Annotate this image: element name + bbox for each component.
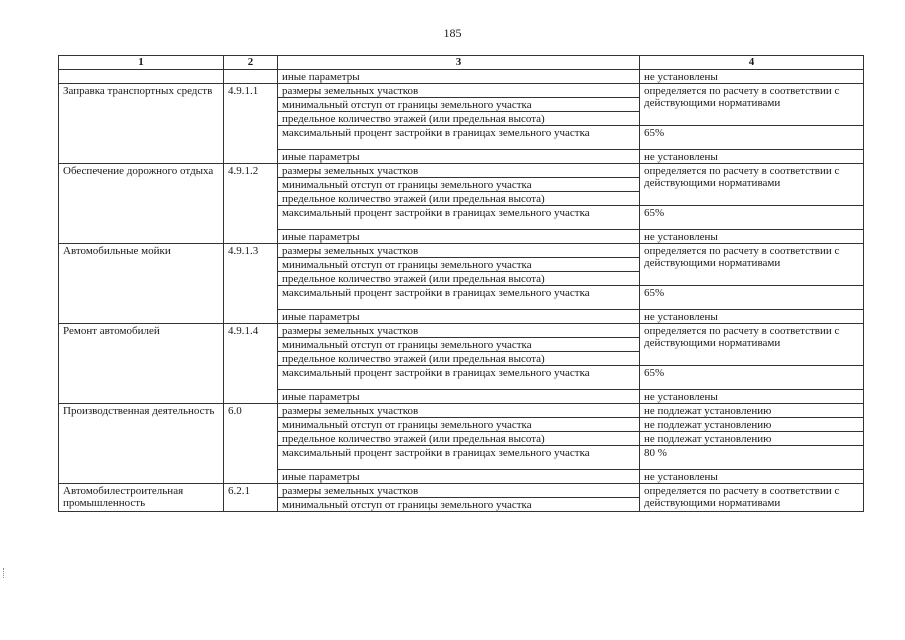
parameter-value: 65% (640, 206, 864, 230)
parameter-name: минимальный отступ от границы земельного участка (278, 498, 640, 512)
parameter-value: не установлены (640, 390, 864, 404)
parameter-name: максимальный процент застройки в границах земельного участка (278, 366, 640, 390)
table-row (59, 84, 864, 98)
scan-edge-mark (3, 568, 6, 578)
parameter-name: максимальный процент застройки в границах земельного участка (278, 126, 640, 150)
parameter-value: 65% (640, 366, 864, 390)
use-type-name: Производственная деятельность (59, 404, 224, 484)
use-type-name: Автомобильные мойки (59, 244, 224, 324)
parameter-name: размеры земельных участков (278, 84, 640, 98)
parameter-name: иные параметры (278, 150, 640, 164)
parameter-name: предельное количество этажей (или предельная высота) (278, 272, 640, 286)
parameter-value: не подлежат установлению (640, 432, 864, 446)
table-row (59, 164, 864, 178)
parameter-value: 65% (640, 126, 864, 150)
parameter-name: минимальный отступ от границы земельного участка (278, 338, 640, 352)
parameter-name: размеры земельных участков (278, 164, 640, 178)
use-type-code: 6.0 (224, 404, 278, 484)
use-type-code: 4.9.1.2 (224, 164, 278, 244)
use-type-code: 4.9.1.1 (224, 84, 278, 164)
header-col-1: 1 (59, 56, 224, 70)
use-type-code: 6.2.1 (224, 484, 278, 512)
use-type-code (224, 70, 278, 84)
parameter-name: минимальный отступ от границы земельного участка (278, 98, 640, 112)
parameter-name: размеры земельных участков (278, 324, 640, 338)
parameter-name: предельное количество этажей (или предельная высота) (278, 112, 640, 126)
use-type-name: Обеспечение дорожного отдыха (59, 164, 224, 244)
parameter-name: минимальный отступ от границы земельного участка (278, 178, 640, 192)
parameter-value: не установлены (640, 70, 864, 84)
use-type-code: 4.9.1.3 (224, 244, 278, 324)
parameter-value: не подлежат установлению (640, 418, 864, 432)
header-col-3: 3 (278, 56, 640, 70)
parameter-name: иные параметры (278, 230, 640, 244)
parameter-name: размеры земельных участков (278, 484, 640, 498)
table-row (59, 484, 864, 498)
header-col-2: 2 (224, 56, 278, 70)
parameter-value: 80 % (640, 446, 864, 470)
table-row (59, 404, 864, 418)
parameter-value: не установлены (640, 150, 864, 164)
table-header-row (59, 56, 864, 70)
page-number: 185 (443, 26, 462, 40)
parameter-value: не установлены (640, 230, 864, 244)
parameter-name: иные параметры (278, 470, 640, 484)
parameter-name: максимальный процент застройки в границах земельного участка (278, 446, 640, 470)
parameter-name: минимальный отступ от границы земельного участка (278, 418, 640, 432)
parameter-name: размеры земельных участков (278, 244, 640, 258)
parameter-value-merged: определяется по расчету в соответствии с действующими нормативами (640, 84, 864, 126)
zoning-parameters-table (58, 55, 864, 512)
parameter-name: максимальный процент застройки в границах земельного участка (278, 286, 640, 310)
parameter-value: не установлены (640, 310, 864, 324)
table-row (59, 70, 864, 84)
parameter-value: 65% (640, 286, 864, 310)
use-type-code: 4.9.1.4 (224, 324, 278, 404)
parameter-name: размеры земельных участков (278, 404, 640, 418)
header-col-4: 4 (640, 56, 864, 70)
parameter-name: максимальный процент застройки в границах земельного участка (278, 206, 640, 230)
use-type-name (59, 70, 224, 84)
parameter-name: предельное количество этажей (или предельная высота) (278, 352, 640, 366)
parameter-name: предельное количество этажей (или предельная высота) (278, 192, 640, 206)
use-type-name: Заправка транспортных средств (59, 84, 224, 164)
parameter-name: предельное количество этажей (или предельная высота) (278, 432, 640, 446)
parameter-name: иные параметры (278, 390, 640, 404)
parameter-value-merged: определяется по расчету в соответствии с действующими нормативами (640, 164, 864, 206)
table-row (59, 244, 864, 258)
parameter-value: не установлены (640, 470, 864, 484)
table-row (59, 324, 864, 338)
parameter-name: иные параметры (278, 310, 640, 324)
parameter-name: иные параметры (278, 70, 640, 84)
parameter-value-merged: определяется по расчету в соответствии с действующими нормативами (640, 244, 864, 286)
use-type-name: Ремонт автомобилей (59, 324, 224, 404)
parameter-name: минимальный отступ от границы земельного участка (278, 258, 640, 272)
parameter-value: не подлежат установлению (640, 404, 864, 418)
parameter-value-merged: определяется по расчету в соответствии с действующими нормативами (640, 324, 864, 366)
use-type-name: Автомобилестроительная промышленность (59, 484, 224, 512)
parameter-value-merged: определяется по расчету в соответствии с действующими нормативами (640, 484, 864, 512)
